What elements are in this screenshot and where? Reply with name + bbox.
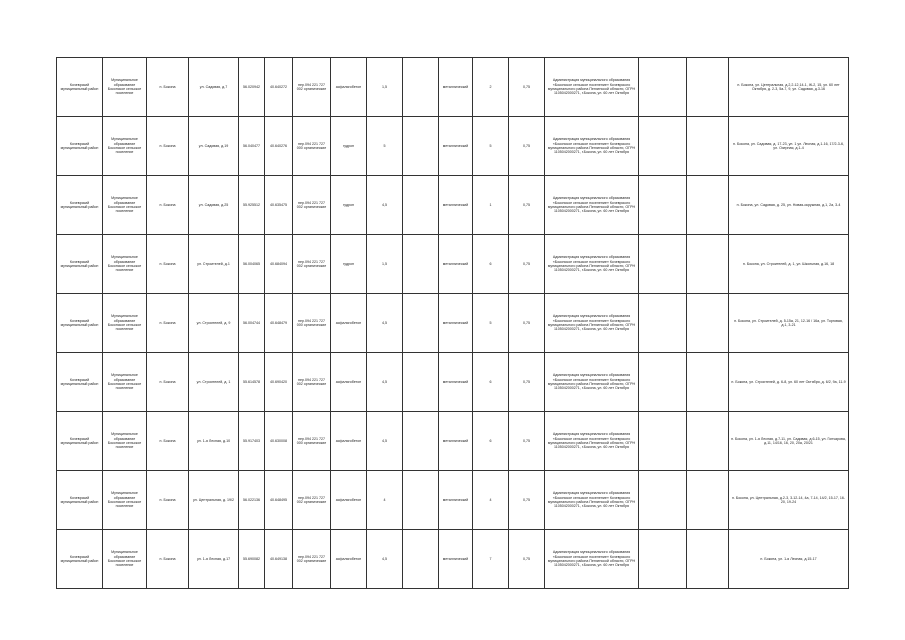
container-size-cell: 0,75 — [509, 294, 545, 353]
owner-cell: Муниципальное образование Боконское сельское поселение — [103, 176, 147, 235]
volume-cell — [403, 471, 439, 530]
longitude-cell: 40.635475 — [265, 176, 293, 235]
street-cell: ул. Строителей, д. 1 — [189, 353, 239, 412]
locality-cell: п. Бокона — [147, 235, 189, 294]
addresses-cell: п. Бокона, ул. 1-я Лесная, д.15-17 — [729, 530, 849, 589]
surface-cell: асфальтобетон — [331, 530, 367, 589]
district-cell: Кочеврский муниципальный район — [57, 58, 103, 117]
latitude-cell: 56.004065 — [239, 235, 265, 294]
code-cell: пер.094 221 727 002 органические — [293, 58, 331, 117]
table-row — [57, 294, 849, 353]
material-cell: металлический — [439, 294, 473, 353]
locality-cell: п. Бокона — [147, 294, 189, 353]
owner-cell: Муниципальное образование Боконское сельское поселение — [103, 530, 147, 589]
latitude-cell: 55.917403 — [239, 412, 265, 471]
longitude-cell: 40.640272 — [265, 58, 293, 117]
owner-cell: Муниципальное образование Боконское сельское поселение — [103, 117, 147, 176]
material-cell: металлический — [439, 235, 473, 294]
street-cell: ул. Садовая, д.7 — [189, 58, 239, 117]
locality-cell: п. Бокона — [147, 58, 189, 117]
table-row — [57, 530, 849, 589]
owner-cell: Муниципальное образование Боконское сельское поселение — [103, 58, 147, 117]
empty-cell — [639, 117, 687, 176]
organization-cell: Администрация муниципального образования «Боконское сельское поселение» Кочеврского муниципального района Пензенской области, ОГРН 1105042000271, г.Бокона, ул. 60 лет Октября — [545, 176, 639, 235]
organization-cell: Администрация муниципального образования «Боконское сельское поселение» Кочеврского муниципального района Пензенской области, ОГРН 1105042000271, г.Бокона, ул. 60 лет Октября — [545, 530, 639, 589]
surface-cell: асфальтобетон — [331, 58, 367, 117]
empty-cell — [687, 58, 729, 117]
material-cell: металлический — [439, 530, 473, 589]
area-cell: 4,5 — [367, 412, 403, 471]
empty-cell — [639, 471, 687, 530]
material-cell: металлический — [439, 58, 473, 117]
empty-cell — [687, 353, 729, 412]
addresses-cell: п. Бокона, ул. Центральная, д.2,2-12,14-1, Ж-2, 15, ул. 60 лет Октября, д. 2-3, 5а-7, 9, ул. Садовая, д.3-16 — [729, 58, 849, 117]
surface-cell: асфальтобетон — [331, 294, 367, 353]
latitude-cell: 56.040477 — [239, 117, 265, 176]
locality-cell: п. Бокона — [147, 471, 189, 530]
addresses-cell: п. Бокона, ул. Садовая, д. 25, ул. Новая-окружная, д.1, 2а, 3-4 — [729, 176, 849, 235]
volume-cell — [403, 117, 439, 176]
addresses-cell: п. Бокона, ул. Садовая, д. 17-23, ул. 1 ул. Лесная, д.1-16, 17/2-3-6, ул. Озерная, д.1-4 — [729, 117, 849, 176]
latitude-cell: 56.020942 — [239, 58, 265, 117]
container-count-cell: 4 — [473, 471, 509, 530]
latitude-cell: 55.614578 — [239, 353, 265, 412]
container-size-cell: 0,75 — [509, 176, 545, 235]
owner-cell: Муниципальное образование Боконское сельское поселение — [103, 412, 147, 471]
volume-cell — [403, 58, 439, 117]
material-cell: металлический — [439, 117, 473, 176]
volume-cell — [403, 530, 439, 589]
surface-cell: гудрон — [331, 117, 367, 176]
empty-cell — [639, 412, 687, 471]
empty-cell — [639, 176, 687, 235]
empty-cell — [687, 294, 729, 353]
code-cell: пер.094 221 727 000 органические — [293, 412, 331, 471]
code-cell: пер.094 221 727 002 органические — [293, 530, 331, 589]
latitude-cell: 55.925512 — [239, 176, 265, 235]
longitude-cell: 40.690420 — [265, 353, 293, 412]
area-cell: 1,5 — [367, 235, 403, 294]
container-count-cell: 5 — [473, 117, 509, 176]
owner-cell: Муниципальное образование Боконское сельское поселение — [103, 353, 147, 412]
locality-cell: п. Бокона — [147, 530, 189, 589]
code-cell: пер.094 221 727 002 органические — [293, 176, 331, 235]
longitude-cell: 40.649138 — [265, 530, 293, 589]
area-cell: 4 — [367, 471, 403, 530]
addresses-cell: п. Бокона, ул. Строителей, д. 6-8, ул. 60 лет Октября, д. 6/2, 9а, 11-9 — [729, 353, 849, 412]
empty-cell — [639, 294, 687, 353]
container-size-cell: 0,75 — [509, 58, 545, 117]
locality-cell: п. Бокона — [147, 353, 189, 412]
table-row — [57, 412, 849, 471]
empty-cell — [687, 117, 729, 176]
street-cell: ул. Строителей, д.1 — [189, 235, 239, 294]
container-count-cell: 6 — [473, 412, 509, 471]
street-cell: ул. 1-я Лесная, д.17 — [189, 530, 239, 589]
longitude-cell: 40.648495 — [265, 471, 293, 530]
container-count-cell: 7 — [473, 530, 509, 589]
code-cell: пер.094 221 727 002 органические — [293, 235, 331, 294]
street-cell: ул. Садовая, д.25 — [189, 176, 239, 235]
organization-cell: Администрация муниципального образования «Боконское сельское поселение» Кочеврского муниципального района Пензенской области, ОГРН 1105042000271, г.Бокона, ул. 60 лет Октября — [545, 353, 639, 412]
container-count-cell: 6 — [473, 235, 509, 294]
owner-cell: Муниципальное образование Боконское сельское поселение — [103, 294, 147, 353]
area-cell: 4,5 — [367, 353, 403, 412]
empty-cell — [687, 471, 729, 530]
district-cell: Кочеврский муниципальный район — [57, 530, 103, 589]
empty-cell — [687, 176, 729, 235]
empty-cell — [639, 530, 687, 589]
table-row — [57, 235, 849, 294]
street-cell: ул. Центральная, д. 19/2 — [189, 471, 239, 530]
area-cell: 4,5 — [367, 530, 403, 589]
area-cell: 5 — [367, 117, 403, 176]
latitude-cell: 56.022136 — [239, 471, 265, 530]
district-cell: Кочеврский муниципальный район — [57, 294, 103, 353]
longitude-cell: 40.648479 — [265, 294, 293, 353]
locality-cell: п. Бокона — [147, 176, 189, 235]
table-row — [57, 353, 849, 412]
code-cell: пер.094 221 727 000 органические — [293, 294, 331, 353]
addresses-cell: п. Бокона, ул. 1-я Лесная, д.7-11, ул. Садовая, д.6-15, ул. Гончарова, д.11, 14/16, 16, 20, 20а, 20/21 — [729, 412, 849, 471]
longitude-cell: 40.640276 — [265, 117, 293, 176]
owner-cell: Муниципальное образование Боконское сельское поселение — [103, 471, 147, 530]
container-count-cell: 1 — [473, 176, 509, 235]
organization-cell: Администрация муниципального образования «Боконское сельское поселение» Кочеврского муниципального района Пензенской области, ОГРН 1105042000271, г.Бокона, ул. 60 лет Октября — [545, 471, 639, 530]
district-cell: Кочеврский муниципальный район — [57, 176, 103, 235]
container-size-cell: 0,75 — [509, 530, 545, 589]
empty-cell — [687, 412, 729, 471]
district-cell: Кочеврский муниципальный район — [57, 117, 103, 176]
empty-cell — [687, 235, 729, 294]
empty-cell — [639, 58, 687, 117]
longitude-cell: 40.630008 — [265, 412, 293, 471]
container-count-cell: 5 — [473, 294, 509, 353]
addresses-cell: п. Бокона, ул. Строителей, д. 1, ул. Школьная, д.16, 18 — [729, 235, 849, 294]
surface-cell: гудрон — [331, 176, 367, 235]
organization-cell: Администрация муниципального образования «Боконское сельское поселение» Кочеврского муниципального района Пензенской области, ОГРН 1105042000271, г.Бокона, ул. 60 лет Октября — [545, 412, 639, 471]
addresses-cell: п. Бокона, ул. Строителей, д. 5-15а, 21, 12-16 / 16а, ул. Торговая, д.1, 3-21 — [729, 294, 849, 353]
code-cell: пер.094 221 727 002 органические — [293, 353, 331, 412]
volume-cell — [403, 353, 439, 412]
organization-cell: Администрация муниципального образования «Боконское сельское поселение» Кочеврского муниципального района Пензенской области, ОГРН 1105042000271, г.Бокона, ул. 60 лет Октября — [545, 294, 639, 353]
empty-cell — [687, 530, 729, 589]
area-cell: 1,5 — [367, 58, 403, 117]
area-cell: 4,5 — [367, 176, 403, 235]
code-cell: пер.094 221 727 002 органические — [293, 471, 331, 530]
material-cell: металлический — [439, 353, 473, 412]
code-cell: пер.094 221 727 000 органические — [293, 117, 331, 176]
empty-cell — [639, 235, 687, 294]
surface-cell: гудрон — [331, 235, 367, 294]
district-cell: Кочеврский муниципальный район — [57, 235, 103, 294]
material-cell: металлический — [439, 471, 473, 530]
empty-cell — [639, 353, 687, 412]
surface-cell: асфальтобетон — [331, 471, 367, 530]
owner-cell: Муниципальное образование Боконское сельское поселение — [103, 235, 147, 294]
street-cell: ул. 1-я Лесная, д.10 — [189, 412, 239, 471]
table-row — [57, 58, 849, 117]
container-size-cell: 0,75 — [509, 117, 545, 176]
container-size-cell: 0,75 — [509, 412, 545, 471]
latitude-cell: 55.690082 — [239, 530, 265, 589]
container-size-cell: 0,75 — [509, 353, 545, 412]
addresses-cell: п. Бокона, ул. Центральная, д.2-3, 3-12-14, 4а, 7-14, 14/2, 15-17, 16-20, 19-24 — [729, 471, 849, 530]
organization-cell: Администрация муниципального образования «Боконское сельское поселение» Кочеврского муниципального района Пензенской области, ОГРН 1105042000271, г.Бокона, ул. 60 лет Октября — [545, 235, 639, 294]
area-cell: 4,5 — [367, 294, 403, 353]
latitude-cell: 56.004744 — [239, 294, 265, 353]
longitude-cell: 40.684094 — [265, 235, 293, 294]
document-table — [56, 57, 849, 589]
district-cell: Кочеврский муниципальный район — [57, 353, 103, 412]
street-cell: ул. Строителей, д. 9 — [189, 294, 239, 353]
volume-cell — [403, 176, 439, 235]
volume-cell — [403, 294, 439, 353]
table-body — [57, 58, 849, 589]
organization-cell: Администрация муниципального образования «Боконское сельское поселение» Кочеврского муниципального района Пензенской области, ОГРН 1105042000271, г.Бокона, ул. 60 лет Октября — [545, 117, 639, 176]
street-cell: ул. Садовая, д.19 — [189, 117, 239, 176]
organization-cell: Администрация муниципального образования «Боконское сельское поселение» Кочеврского муниципального района Пензенской области, ОГРН 1105042000271, г.Бокона, ул. 60 лет Октября — [545, 58, 639, 117]
table-row — [57, 471, 849, 530]
locality-cell: п. Бокона — [147, 412, 189, 471]
locality-cell: п. Бокона — [147, 117, 189, 176]
container-size-cell: 0,75 — [509, 235, 545, 294]
material-cell: металлический — [439, 412, 473, 471]
surface-cell: асфальтобетон — [331, 353, 367, 412]
container-size-cell: 0,75 — [509, 471, 545, 530]
table-row — [57, 176, 849, 235]
district-cell: Кочеврский муниципальный район — [57, 471, 103, 530]
material-cell: металлический — [439, 176, 473, 235]
volume-cell — [403, 412, 439, 471]
table-row — [57, 117, 849, 176]
district-cell: Кочеврский муниципальный район — [57, 412, 103, 471]
container-count-cell: 2 — [473, 58, 509, 117]
volume-cell — [403, 235, 439, 294]
container-count-cell: 6 — [473, 353, 509, 412]
surface-cell: асфальтобетон — [331, 412, 367, 471]
